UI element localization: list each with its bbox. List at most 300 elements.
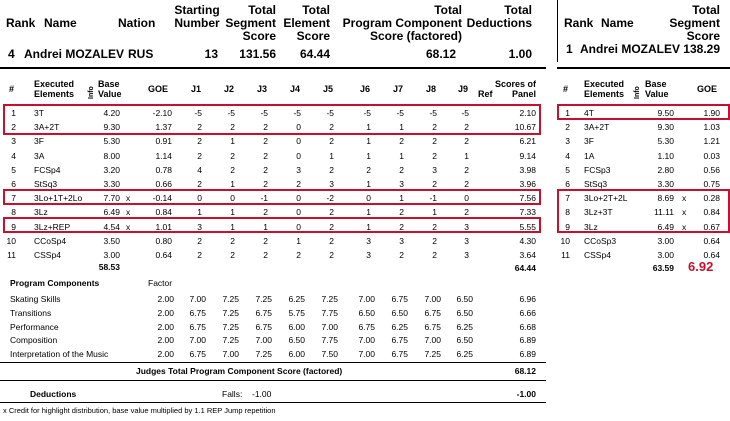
goe-value: -0.14 (152, 193, 172, 204)
judge-9-mark: 2 (464, 122, 469, 133)
pc-score: 6.89 (519, 335, 536, 346)
pc-judge-5-mark: 7.75 (321, 335, 338, 346)
right-col-elements-1: Executed (584, 79, 625, 89)
right-skater-name: Andrei MOZALEV (580, 42, 681, 56)
right-row-no: 8 (565, 207, 570, 218)
judge-3-mark: 2 (263, 150, 268, 161)
right-element-name: 4T (584, 108, 594, 118)
judge-5-mark: 2 (329, 207, 334, 218)
judge-6-mark: 1 (366, 179, 371, 189)
judge-8-mark: 2 (432, 150, 437, 161)
pc-name: Interpretation of the Music (10, 349, 109, 360)
col-j2: J2 (223, 84, 234, 94)
judge-9-mark: 2 (464, 179, 469, 189)
col-j9: J9 (457, 84, 468, 94)
pc-judge-2-mark: 7.25 (222, 307, 239, 318)
pc-factor: 2.00 (157, 335, 174, 346)
base-value: 3.50 (103, 235, 120, 246)
judge-8-mark: 2 (432, 136, 437, 147)
name-label: Name (44, 16, 77, 30)
pc-judge-4-mark: 6.25 (288, 294, 305, 304)
right-base-value: 9.50 (657, 108, 674, 118)
pc-judge-7-mark: 6.50 (391, 307, 408, 318)
right-highlight-row-1 (557, 104, 730, 120)
right-tss-label-3: Score (686, 29, 720, 43)
base-value: 6.49 (103, 207, 120, 218)
skater-tes: 64.44 (299, 47, 330, 61)
judge-5-mark: 2 (329, 250, 334, 260)
pc-name: Skating Skills (10, 294, 61, 304)
deductions-bottom-rule (0, 402, 546, 403)
goe-value: -2.10 (152, 108, 172, 118)
right-base-value: 1.10 (657, 150, 674, 161)
right-row-no: 6 (565, 179, 570, 189)
panel-score: 7.56 (519, 193, 536, 204)
bonus-mark: x (126, 221, 131, 232)
judge-2-mark: 2 (230, 164, 235, 175)
right-header-rule (557, 67, 730, 69)
judge-1-mark: 0 (197, 193, 202, 204)
judge-8-mark: -5 (429, 108, 437, 118)
panel-score: 9.14 (519, 150, 536, 161)
panel-score: 6.21 (519, 136, 536, 147)
judge-9-mark: 2 (464, 164, 469, 175)
judge-2-mark: 1 (230, 221, 235, 232)
judge-6-mark: 1 (366, 150, 371, 161)
pc-total-label: Judges Total Program Component Score (factored) (136, 366, 343, 376)
right-skater-rank: 1 (566, 42, 573, 56)
judge-2-mark: -5 (227, 108, 235, 118)
pc-judge-8-mark: 7.25 (424, 349, 441, 360)
right-goe-value: 0.64 (703, 235, 720, 246)
judge-1-mark: 4 (197, 164, 202, 175)
pc-judge-3-mark: 7.25 (255, 294, 272, 304)
col-no: # (9, 84, 15, 94)
judge-5-mark: 3 (329, 179, 334, 189)
judge-1-mark: 2 (197, 179, 202, 189)
judge-5-mark: 2 (329, 136, 334, 147)
right-base-value: 11.11 (653, 207, 674, 218)
pc-total: 68.12 (514, 366, 536, 376)
judge-9-mark: 2 (464, 136, 469, 147)
judge-2-mark: 2 (230, 122, 235, 133)
pc-judge-7-mark: 6.75 (391, 349, 408, 360)
row-no: 2 (11, 122, 16, 133)
elements-score-total: 64.44 (514, 263, 536, 273)
judge-3-mark: 2 (263, 250, 268, 260)
judge-5-mark: 2 (329, 164, 334, 175)
judge-3-mark: 2 (263, 122, 268, 133)
judge-3-mark: 2 (263, 136, 268, 147)
right-element-name: CCoSp3 (584, 235, 617, 246)
judge-8-mark: 3 (432, 164, 437, 175)
right-base-value: 5.30 (657, 136, 674, 147)
element-name: 3Lz+REP (34, 221, 71, 232)
right-divider-top (557, 0, 558, 62)
judge-4-mark: 2 (296, 179, 301, 189)
right-skater-tss: 138.29 (683, 42, 720, 56)
right-rank-label: Rank (564, 16, 594, 30)
right-row-no: 1 (565, 108, 570, 118)
judge-5-mark: 2 (329, 235, 334, 246)
right-base-value: 6.49 (657, 221, 674, 232)
judge-9-mark: -5 (461, 108, 469, 118)
row-no: 1 (11, 108, 16, 118)
panel-score: 5.55 (519, 221, 536, 232)
right-goe-value: 0.75 (703, 179, 720, 189)
pcs-label-2: Program Component (342, 16, 462, 30)
col-elements-2: Elements (34, 89, 75, 99)
base-value: 3.00 (103, 250, 120, 260)
row-no: 7 (11, 193, 16, 204)
judge-3-mark: -1 (260, 193, 268, 204)
judge-6-mark: 3 (366, 235, 371, 246)
pc-judge-3-mark: 7.25 (255, 349, 272, 360)
col-j5: J5 (322, 84, 333, 94)
panel-score: 3.98 (519, 164, 536, 175)
goe-value: 1.14 (155, 150, 172, 161)
pc-judge-7-mark: 6.75 (391, 335, 408, 346)
judge-5-mark: -2 (326, 193, 334, 204)
judge-4-mark: 0 (296, 193, 301, 204)
right-tss-label-2: Segment (669, 16, 720, 30)
col-j4: J4 (289, 84, 300, 94)
pcs-label-3: Score (factored) (369, 29, 462, 43)
ded-label-2: Deductions (466, 16, 532, 30)
judge-6-mark: 1 (366, 136, 371, 147)
judge-3-mark: 2 (263, 235, 268, 246)
judge-7-mark: 2 (399, 164, 404, 175)
judge-8-mark: 2 (432, 235, 437, 246)
goe-value: 0.84 (155, 207, 172, 218)
right-col-elements-2: Elements (584, 89, 625, 99)
judge-9-mark: 3 (464, 221, 469, 232)
pc-judge-3-mark: 6.75 (255, 307, 272, 318)
judge-8-mark: 1 (432, 207, 437, 218)
col-sop-1: Scores of (494, 79, 536, 89)
skater-nation: RUS (128, 47, 154, 61)
judge-7-mark: -5 (396, 108, 404, 118)
right-row-no: 4 (565, 150, 570, 161)
element-name: 3T (34, 108, 44, 118)
judge-4-mark: 0 (296, 136, 301, 147)
judge-6-mark: -5 (363, 108, 371, 118)
judge-7-mark: 2 (399, 221, 404, 232)
pc-factor: 2.00 (157, 294, 174, 304)
judge-2-mark: 0 (230, 193, 235, 204)
right-row-no: 9 (565, 221, 570, 232)
element-name: 3A (34, 150, 45, 161)
goe-value: 0.80 (155, 235, 172, 246)
right-element-name: FCSp3 (584, 164, 611, 175)
col-base-2: Value (98, 89, 122, 99)
right-goe-value: 0.56 (703, 164, 720, 175)
pc-judge-6-mark: 7.00 (358, 335, 375, 346)
pc-score: 6.68 (519, 321, 536, 332)
col-j3: J3 (256, 84, 267, 94)
judge-4-mark: 3 (296, 164, 301, 175)
pc-score: 6.96 (519, 294, 536, 304)
pc-factor: 2.00 (157, 321, 174, 332)
pc-judge-5-mark: 7.25 (321, 294, 338, 304)
tss-label-1: Total (248, 3, 276, 17)
right-base-value: 3.00 (657, 235, 674, 246)
judge-7-mark: 1 (399, 122, 404, 133)
skater-pcs: 68.12 (425, 47, 456, 61)
element-name: StSq3 (34, 179, 58, 189)
element-name: 3F (34, 136, 44, 147)
element-name: FCSp4 (34, 164, 61, 175)
judge-1-mark: 2 (197, 150, 202, 161)
goe-value: 0.78 (155, 164, 172, 175)
judge-1-mark: 2 (197, 250, 202, 260)
right-element-name: CSSp4 (584, 250, 611, 260)
pc-score: 6.66 (519, 307, 536, 318)
judge-1-mark: 2 (197, 235, 202, 246)
judge-2-mark: 1 (230, 136, 235, 147)
left-header-rule (0, 67, 546, 69)
judge-9-mark: 3 (464, 250, 469, 260)
judge-3-mark: 2 (263, 179, 268, 189)
nation-label: Nation (118, 16, 156, 30)
row-no: 5 (11, 164, 16, 175)
right-bv-total: 63.59 (652, 263, 674, 273)
judge-1-mark: 3 (197, 221, 202, 232)
right-name-label: Name (601, 16, 634, 30)
right-element-name: 3F (584, 136, 594, 147)
judge-2-mark: 2 (230, 235, 235, 246)
deductions-top-rule (0, 380, 546, 381)
bonus-mark: x (126, 207, 131, 218)
col-elements-1: Executed (34, 79, 75, 89)
judge-1-mark: 2 (197, 122, 202, 133)
judge-5-mark: 2 (329, 122, 334, 133)
pc-judge-9-mark: 6.25 (456, 349, 473, 360)
col-ref: Ref (478, 89, 493, 99)
pc-judge-4-mark: 5.75 (288, 307, 305, 318)
bonus-mark: x (126, 193, 131, 204)
col-sop-2: Panel (511, 89, 536, 99)
highlight-box-rows-1-2 (3, 104, 541, 135)
goe-value: 0.91 (155, 136, 172, 147)
deductions-label: Deductions (30, 389, 77, 399)
starting-label: Starting (174, 3, 220, 17)
judge-3-mark: 2 (263, 207, 268, 218)
right-base-value: 8.69 (657, 193, 674, 204)
judge-9-mark: 2 (464, 207, 469, 218)
right-row-no: 11 (561, 250, 570, 260)
judge-9-mark: 0 (464, 193, 469, 204)
right-score-difference: 6.92 (688, 259, 714, 274)
element-name: CCoSp4 (34, 235, 67, 246)
right-row-no: 3 (565, 136, 570, 147)
base-value: 3.20 (103, 164, 120, 175)
judge-4-mark: 0 (296, 221, 301, 232)
pc-judge-4-mark: 6.50 (288, 335, 305, 346)
judge-7-mark: 2 (399, 207, 404, 218)
pc-judge-1-mark: 6.75 (189, 307, 206, 318)
right-goe-value: 1.03 (703, 122, 720, 133)
right-col-goe: GOE (697, 84, 718, 94)
judge-8-mark: 2 (432, 179, 437, 189)
judge-3-mark: 1 (263, 221, 268, 232)
pcs-label-1: Total (434, 3, 462, 17)
base-value: 7.70 (103, 193, 120, 204)
judge-3-mark: -5 (260, 108, 268, 118)
right-goe-value: 1.90 (703, 108, 720, 118)
element-name: 3A+2T (34, 122, 60, 133)
falls-value: -1.00 (252, 389, 272, 399)
base-value: 4.20 (103, 108, 120, 118)
right-bonus-mark: x (682, 221, 687, 232)
right-element-name: 1A (584, 150, 595, 161)
skater-start-number: 13 (204, 47, 218, 61)
right-goe-value: 0.64 (703, 250, 720, 260)
right-bonus-mark: x (682, 193, 687, 204)
right-col-info: Info (634, 86, 641, 99)
judge-4-mark: 0 (296, 122, 301, 133)
right-col-base-2: Value (645, 89, 669, 99)
right-bonus-mark: x (682, 207, 687, 218)
pc-judge-8-mark: 7.00 (424, 294, 441, 304)
row-no: 10 (6, 235, 16, 246)
judge-9-mark: 1 (464, 150, 469, 161)
pc-judge-4-mark: 6.00 (288, 349, 305, 360)
judge-2-mark: 1 (230, 179, 235, 189)
right-base-value: 3.00 (657, 250, 674, 260)
pc-judge-9-mark: 6.50 (456, 307, 473, 318)
judge-4-mark: 2 (296, 250, 301, 260)
pc-judge-5-mark: 7.50 (321, 349, 338, 360)
pc-name: Transitions (10, 307, 52, 318)
judge-6-mark: 1 (366, 221, 371, 232)
judge-6-mark: 1 (366, 122, 371, 133)
right-row-no: 7 (565, 193, 570, 204)
panel-score: 2.10 (519, 108, 536, 118)
judge-9-mark: 3 (464, 235, 469, 246)
pc-judge-1-mark: 7.00 (189, 335, 206, 346)
skater-deductions: 1.00 (508, 47, 532, 61)
judge-2-mark: 2 (230, 250, 235, 260)
pc-judge-6-mark: 7.00 (358, 349, 375, 360)
right-goe-value: 0.28 (703, 193, 720, 204)
pc-total-rule (0, 362, 546, 363)
pc-judge-8-mark: 7.00 (424, 335, 441, 346)
row-no: 8 (11, 207, 16, 218)
pc-name: Performance (10, 321, 59, 332)
right-element-name: 3Lz (584, 221, 598, 232)
judge-5-mark: 1 (329, 150, 334, 161)
footnote: x Credit for highlight distribution, base value multiplied by 1.1 REP Jump repetition (3, 406, 276, 415)
pc-judge-2-mark: 7.00 (222, 349, 239, 360)
judge-5-mark: -5 (326, 108, 334, 118)
pc-judge-7-mark: 6.75 (391, 294, 408, 304)
pc-judge-9-mark: 6.25 (456, 321, 473, 332)
col-info: Info (88, 86, 95, 99)
right-row-no: 10 (560, 235, 570, 246)
col-j8: J8 (425, 84, 436, 94)
deductions-total: -1.00 (516, 389, 536, 399)
right-goe-value: 0.67 (703, 221, 720, 232)
right-row-no: 5 (565, 164, 570, 175)
falls-label: Falls: (222, 389, 243, 399)
pc-judge-3-mark: 6.75 (255, 321, 272, 332)
goe-value: 1.37 (155, 122, 172, 133)
right-element-name: StSq3 (584, 179, 608, 189)
skater-tss: 131.56 (239, 47, 276, 61)
judge-7-mark: 3 (399, 179, 404, 189)
judge-7-mark: 1 (399, 150, 404, 161)
judge-6-mark: 3 (366, 250, 371, 260)
right-row-no: 2 (565, 122, 570, 133)
pc-factor: 2.00 (157, 307, 174, 318)
right-element-name: 3Lz+3T (584, 207, 613, 218)
right-goe-value: 0.03 (703, 150, 720, 161)
tes-label-3: Score (296, 29, 330, 43)
pc-heading: Program Components (10, 278, 100, 288)
judge-7-mark: 2 (399, 136, 404, 147)
base-value: 9.30 (103, 122, 120, 133)
pc-judge-3-mark: 7.00 (255, 335, 272, 346)
highlight-box-row-7 (3, 189, 541, 205)
right-goe-value: 0.84 (703, 207, 720, 218)
panel-score: 7.33 (519, 207, 536, 218)
rank-label: Rank (6, 16, 36, 30)
row-no: 11 (7, 250, 16, 260)
pc-judge-6-mark: 6.50 (358, 307, 375, 318)
pc-judge-5-mark: 7.75 (321, 307, 338, 318)
pc-judge-8-mark: 6.75 (424, 307, 441, 318)
pc-judge-9-mark: 6.50 (456, 294, 473, 304)
ded-label-1: Total (504, 3, 532, 17)
pc-judge-1-mark: 6.75 (189, 321, 206, 332)
judge-1-mark: -5 (194, 108, 202, 118)
pc-judge-7-mark: 6.25 (391, 321, 408, 332)
pc-judge-1-mark: 7.00 (189, 294, 206, 304)
pc-factor: 2.00 (157, 349, 174, 360)
panel-score: 3.64 (519, 250, 536, 260)
pc-judge-5-mark: 7.00 (321, 321, 338, 332)
judge-4-mark: -5 (293, 108, 301, 118)
goe-value: 0.66 (155, 179, 172, 189)
base-value: 3.30 (103, 179, 120, 189)
pc-score: 6.89 (519, 349, 536, 360)
right-highlight-rows-7-9 (557, 189, 730, 233)
pc-judge-6-mark: 6.75 (358, 321, 375, 332)
judge-2-mark: 1 (230, 207, 235, 218)
goe-value: 1.01 (155, 221, 172, 232)
element-name: CSSp4 (34, 250, 61, 260)
tss-label-2: Segment (225, 16, 276, 30)
tes-label-2: Element (283, 16, 330, 30)
judge-2-mark: 2 (230, 150, 235, 161)
judge-1-mark: 2 (197, 136, 202, 147)
base-value: 8.00 (103, 150, 120, 161)
col-j1: J1 (190, 84, 201, 94)
col-j6: J6 (359, 84, 370, 94)
right-base-value: 3.30 (657, 179, 674, 189)
goe-value: 0.64 (155, 250, 172, 260)
tes-label-1: Total (302, 3, 330, 17)
element-name: 3Lo+1T+2Lo (34, 193, 83, 204)
right-element-name: 3Lo+2T+2L (584, 193, 628, 204)
pc-judge-8-mark: 6.75 (424, 321, 441, 332)
judge-7-mark: 3 (399, 235, 404, 246)
number-label: Number (174, 16, 220, 30)
pc-judge-2-mark: 7.25 (222, 294, 239, 304)
element-name: 3Lz (34, 207, 48, 218)
right-base-value: 2.80 (657, 164, 674, 175)
